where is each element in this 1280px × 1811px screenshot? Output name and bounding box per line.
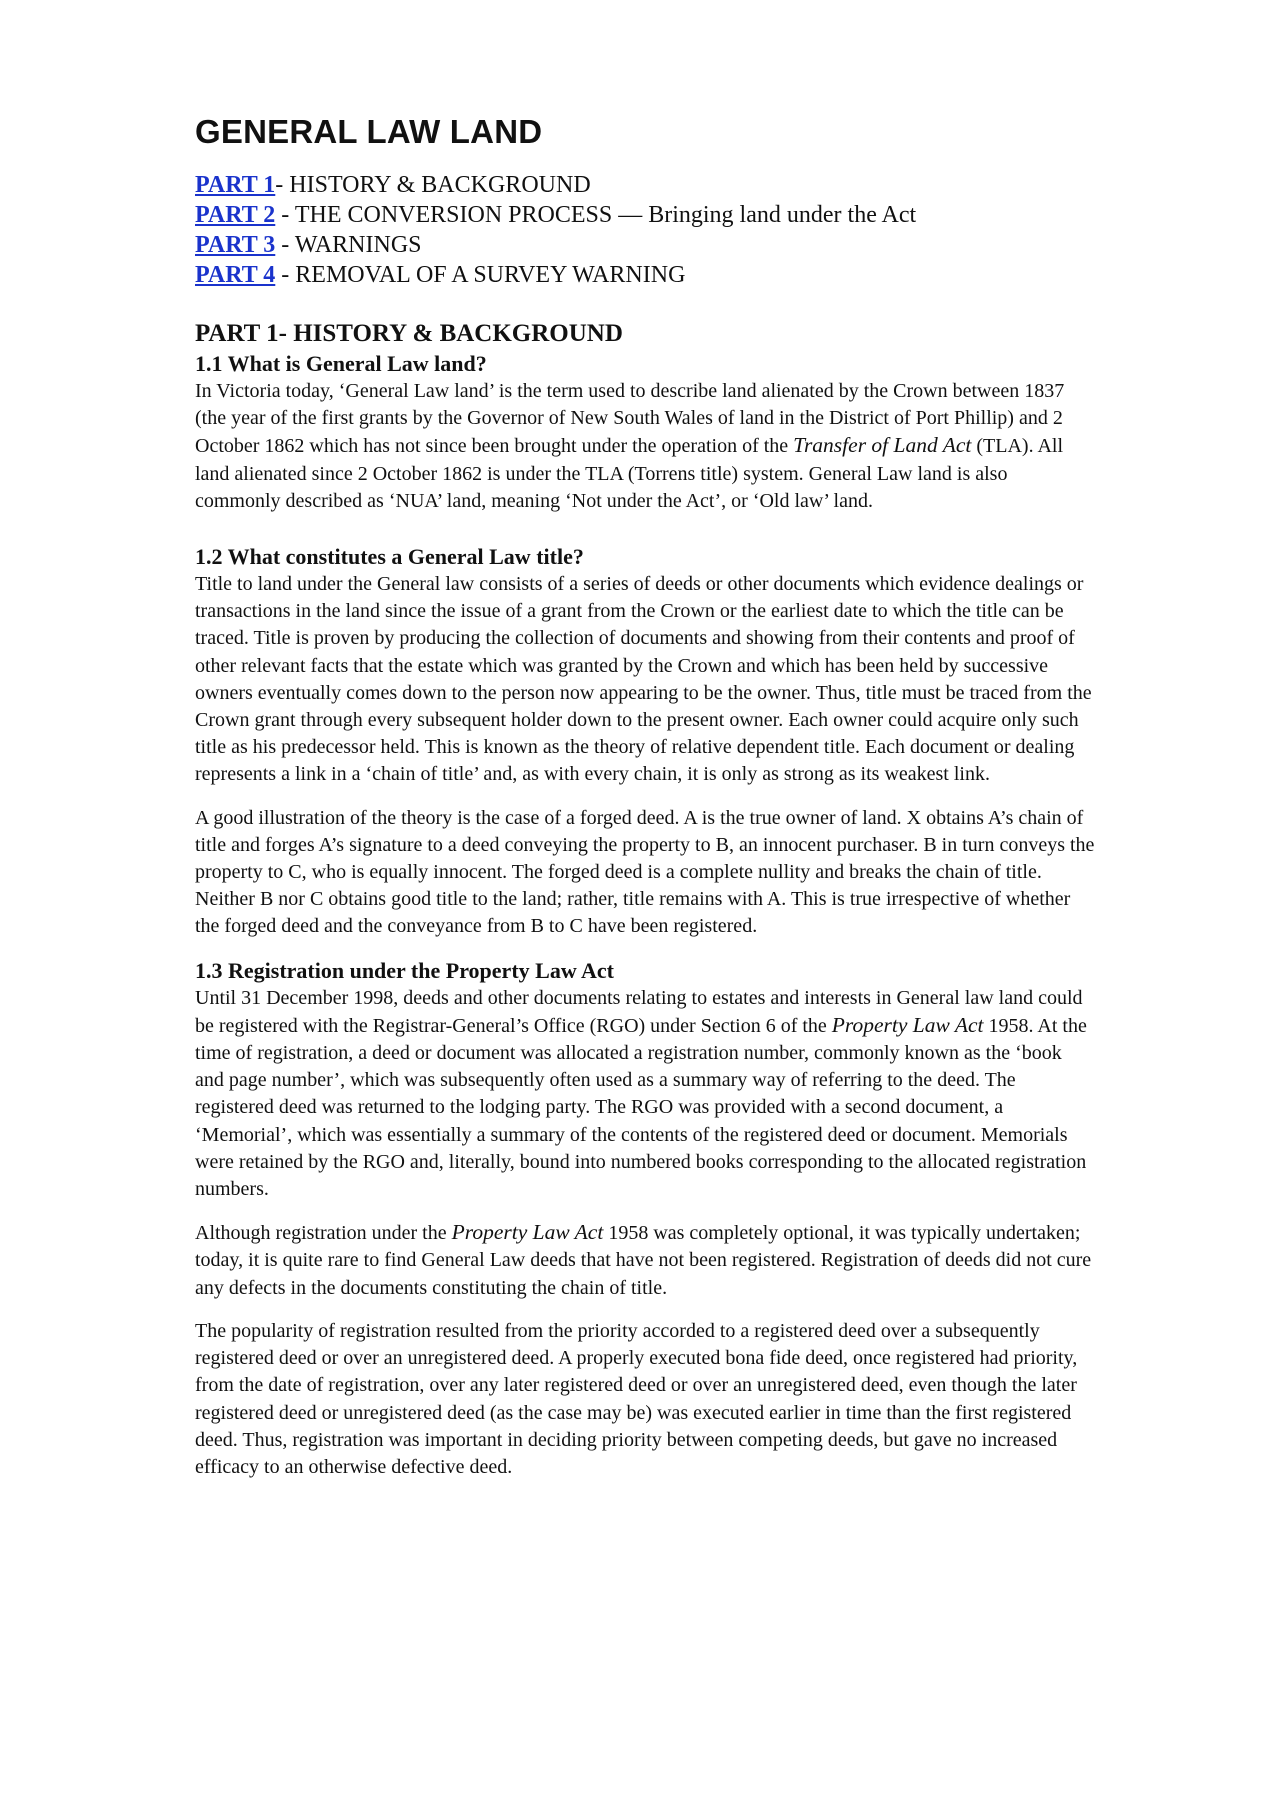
part-1-heading: PART 1- HISTORY & BACKGROUND <box>195 320 623 347</box>
toc-item-text: - THE CONVERSION PROCESS — Bringing land under the Act <box>275 202 917 228</box>
table-of-contents <box>195 170 1095 290</box>
act-name: Property Law Act <box>451 1220 604 1245</box>
text-run: Until 31 December 1998, deeds and other documents relating to estates and interests in General law land could be registered with the Registrar-General’s Office (RGO) under Section 6 of the <box>195 986 1083 1037</box>
toc-item-part-3 <box>195 230 1095 260</box>
act-name: Property Law Act <box>831 1012 984 1037</box>
toc-item-text: - REMOVAL OF A SURVEY WARNING <box>275 262 686 288</box>
toc-item-text: - WARNINGS <box>275 232 422 258</box>
toc-link-part-2[interactable]: PART 2 <box>195 202 276 228</box>
text-run: Although registration under the <box>195 1222 452 1245</box>
section-1-1-heading: 1.1 What is General Law land? <box>195 351 487 376</box>
section-1-2-paragraph-1: Title to land under the General law consists of a series of deeds or other documents which evidence dealings or transactions in the land since the issue of a grant from the Crown or the earliest date to which the title can be traced. Title is proven by producing the collection of documents and showing from their contents and proof of other relevant facts that the estate which was granted by the Crown and which has been held by successive owners eventually comes down to the person now appearing to be the owner. Thus, title must be traced from the Crown grant through every subsequent holder down to the present owner. Each owner could acquire only such title as his predecessor held. This is known as the theory of relative dependent title. Each document or dealing represents a link in a ‘chain of title’ and, as with every chain, it is only as strong as its weakest link. <box>195 573 1092 786</box>
act-name: Transfer of Land Act <box>793 433 972 458</box>
document-title: GENERAL LAW LAND <box>195 113 543 150</box>
section-1-3-paragraph-2 <box>195 1219 1095 1302</box>
toc-item-part-4 <box>195 260 1095 290</box>
toc-item-text: - HISTORY & BACKGROUND <box>275 172 591 198</box>
document-page <box>195 112 1095 1497</box>
toc-item-part-2 <box>195 200 1095 230</box>
text-run: (TLA). All land alienated since 2 October 1862 is under the TLA (Torrens title) system. General Law land is also commonly described as ‘NUA’ land, meaning ‘Not under the Act’, or ‘Old law’ land. <box>195 435 1064 512</box>
text-run: 1958 was completely optional, it was typically undertaken; today, it is quite rare to find General Law deeds that have not been registered. Registration of deeds did not cure any defects in the documents constituting the chain of title. <box>195 1222 1092 1299</box>
text-run: 1958. At the time of registration, a deed or document was allocated a registration number, commonly known as the ‘book and page number’, which was subsequently often used as a summary way of referring to the deed. The registered deed was returned to the lodging party. The RGO was provided with a second document, a ‘Memorial’, which was essentially a summary of the contents of the registered deed or document. Memorials were retained by the RGO and, literally, bound into numbered books corresponding to the allocated registration numbers. <box>195 1014 1087 1201</box>
toc-item-part-1 <box>195 170 1095 200</box>
section-1-3-paragraph-1 <box>195 985 1095 1204</box>
toc-link-part-4[interactable]: PART 4 <box>195 262 276 288</box>
section-1-3-paragraph-3: The popularity of registration resulted from the priority accorded to a registered deed over a subsequently registered deed or over an unregistered deed. A properly executed bona fide deed, once registered had priority, from the date of registration, over any later registered deed or over an unregistered deed, even though the later registered deed or unregistered deed (as the case may be) was executed earlier in time than the first registered deed. Thus, registration was important in deciding priority between competing deeds, but gave no increased efficacy to an otherwise defective deed. <box>195 1319 1078 1478</box>
section-1-2-paragraph-2: A good illustration of the theory is the case of a forged deed. A is the true owner of land. X obtains A’s chain of title and forges A’s signature to a deed conveying the property to B, an innocent purchaser. B in turn conveys the property to C, who is equally innocent. The forged deed is a complete nullity and breaks the chain of title. Neither B nor C obtains good title to the land; rather, title remains with A. This is true irrespective of whether the forged deed and the conveyance from B to C have been registered. <box>195 806 1095 938</box>
section-1-3-heading: 1.3 Registration under the Property Law Act <box>195 957 614 983</box>
toc-link-part-1[interactable]: PART 1 <box>195 172 276 198</box>
section-1-2-heading: 1.2 What constitutes a General Law title? <box>195 544 584 570</box>
toc-link-part-3[interactable]: PART 3 <box>195 232 276 258</box>
section-1-1-paragraph <box>195 378 1095 515</box>
text-run: In Victoria today, ‘General Law land’ is the term used to describe land alienated by the Crown between 1837 (the year of the first grants by the Governor of New South Wales of land in the District of Port Phillip) and 2 October 1862 which has not since been brought under the operation of the <box>195 380 1065 458</box>
